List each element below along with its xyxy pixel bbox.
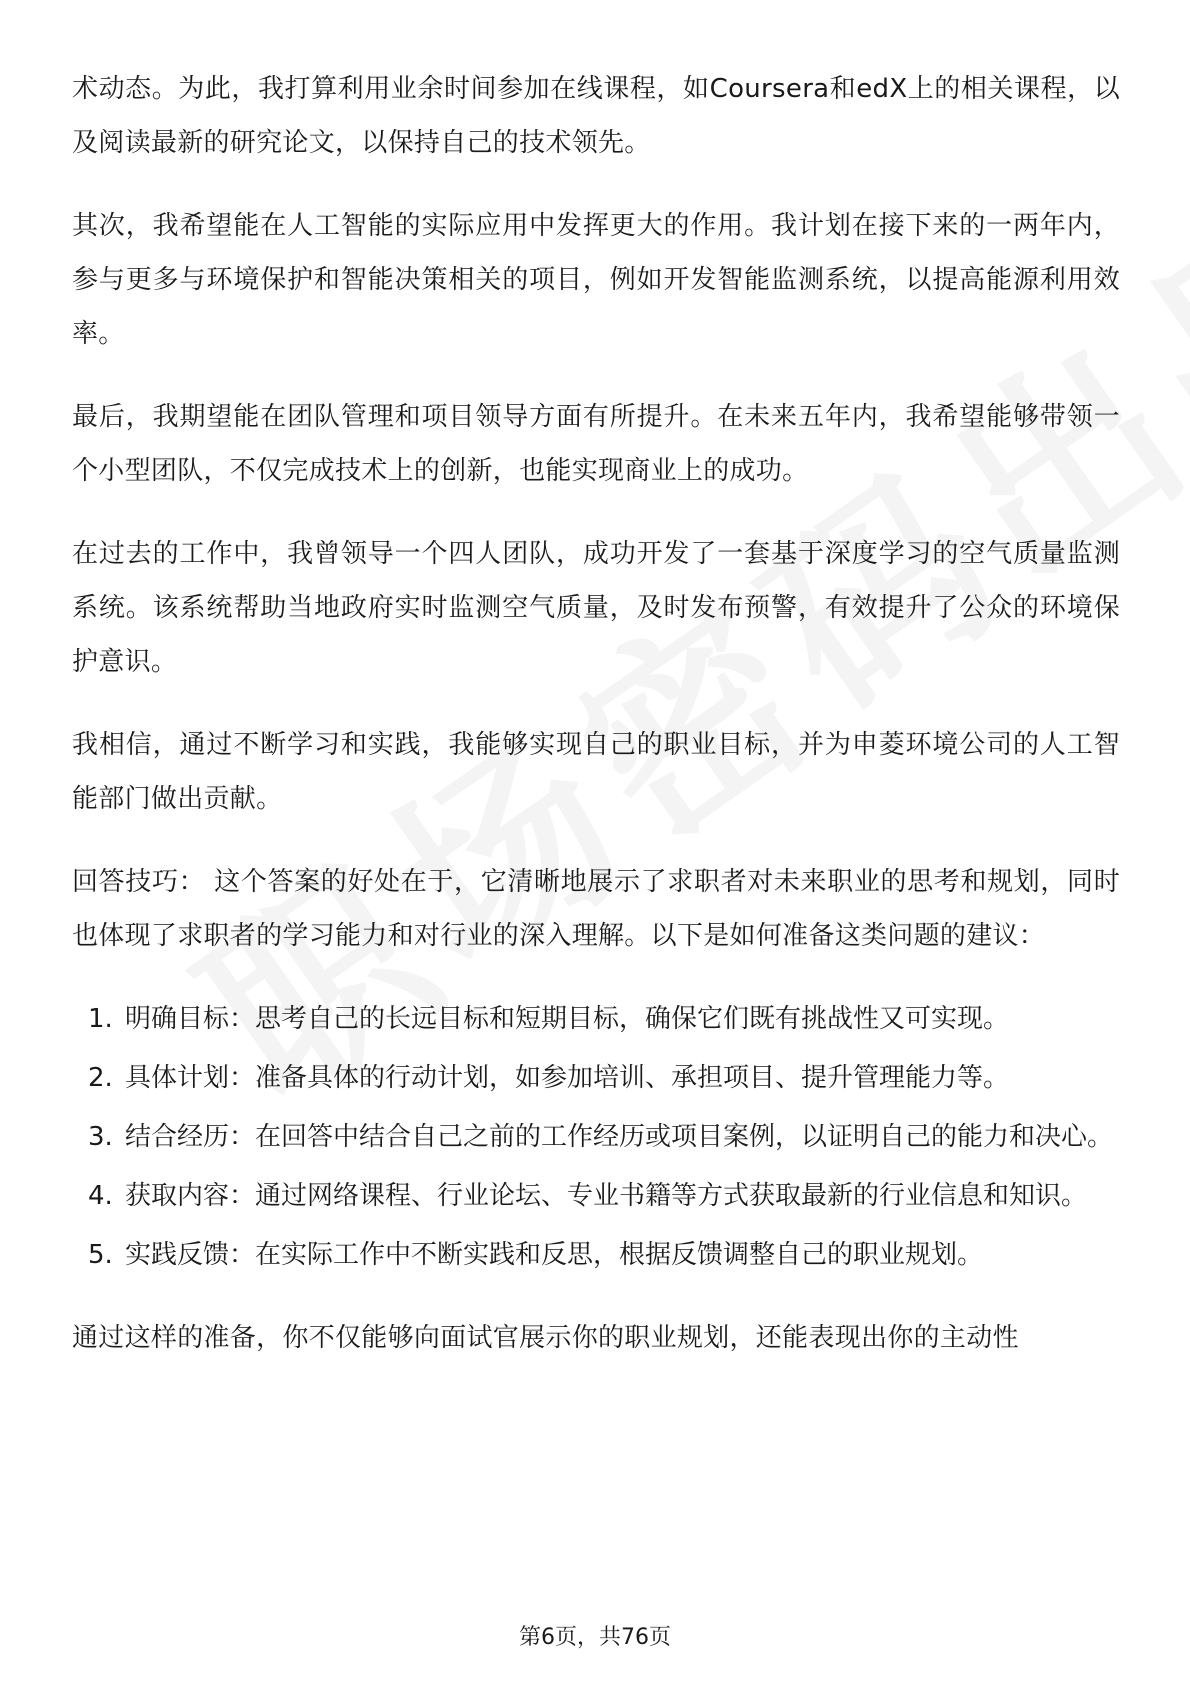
list-item-number: 5. <box>88 1240 113 1270</box>
list-item-text: 获取内容：通过网络课程、行业论坛、专业书籍等方式获取最新的行业信息和知识。 <box>125 1181 1088 1211</box>
page-number: 第6页，共76页 <box>519 1625 671 1650</box>
paragraph-belief: 我相信，通过不断学习和实践，我能够实现自己的职业目标，并为申菱环境公司的人工智能部门做出贡献。 <box>72 730 1120 814</box>
list-item <box>72 1051 1120 1105</box>
list-item <box>72 1169 1120 1223</box>
list-item-number: 4. <box>88 1181 113 1211</box>
paragraph-continuation: 术动态。为此，我打算利用业余时间参加在线课程，如Coursera和edX上的相关课程，以及阅读最新的研究论文，以保持自己的技术领先。 <box>72 74 1120 158</box>
list-item-text: 实践反馈：在实际工作中不断实践和反思，根据反馈调整自己的职业规划。 <box>125 1240 984 1270</box>
list-item-number: 1. <box>88 1004 113 1034</box>
list-item-number: 3. <box>88 1122 113 1152</box>
tips-list <box>72 992 1120 1282</box>
paragraph-answer-tips: 回答技巧： 这个答案的好处在于，它清晰地展示了求职者对未来职业的思考和规划，同时也体现了求职者的学习能力和对行业的深入理解。以下是如何准备这类问题的建议： <box>72 867 1120 951</box>
list-item-text: 结合经历：在回答中结合自己之前的工作经历或项目案例，以证明自己的能力和决心。 <box>125 1122 1114 1152</box>
list-item <box>72 1228 1120 1282</box>
list-item-number: 2. <box>88 1063 113 1093</box>
paragraph-final-goal: 最后，我期望能在团队管理和项目领导方面有所提升。在未来五年内，我希望能够带领一个小型团队，不仅完成技术上的创新，也能实现商业上的成功。 <box>72 402 1120 486</box>
paragraph-past-experience: 在过去的工作中，我曾领导一个四人团队，成功开发了一套基于深度学习的空气质量监测系统。该系统帮助当地政府实时监测空气质量，及时发布预警，有效提升了公众的环境保护意识。 <box>72 539 1120 677</box>
list-item <box>72 992 1120 1046</box>
paragraph-second-goal: 其次，我希望能在人工智能的实际应用中发挥更大的作用。我计划在接下来的一两年内，参与更多与环境保护和智能决策相关的项目，例如开发智能监测系统，以提高能源利用效率。 <box>72 211 1120 349</box>
list-item-text: 明确目标：思考自己的长远目标和短期目标，确保它们既有挑战性又可实现。 <box>125 1004 1010 1034</box>
list-item <box>72 1110 1120 1164</box>
list-item-text: 具体计划：准备具体的行动计划，如参加培训、承担项目、提升管理能力等。 <box>125 1063 1010 1093</box>
paragraph-closing: 通过这样的准备，你不仅能够向面试官展示你的职业规划，还能表现出你的主动性 <box>72 1323 1019 1353</box>
document-body <box>72 62 1120 1394</box>
